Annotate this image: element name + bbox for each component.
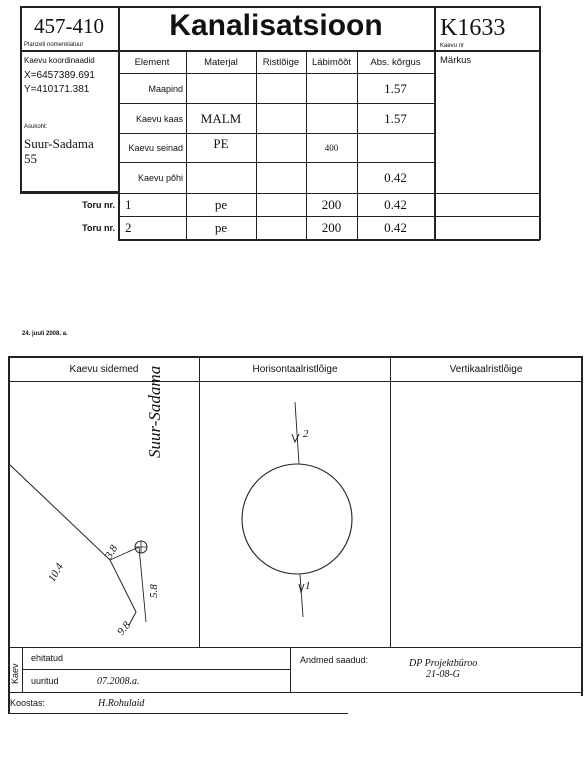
dim-label: 9.8 <box>115 619 134 638</box>
table-row-diameter: 400 <box>324 143 339 153</box>
page-title: Kanalisatsioon <box>169 9 383 42</box>
source-label: Andmed saadud: <box>300 655 369 665</box>
col-header-element: Element <box>134 56 170 68</box>
pipe-row-diameter: 200 <box>321 197 342 212</box>
pipe-row-material: pe <box>214 197 228 212</box>
well-id-caption: Kaevu nr <box>440 43 465 49</box>
location-sketch <box>9 382 199 647</box>
dim-label: 3.8 <box>103 543 121 561</box>
pipe-row-abs: 0.42 <box>384 220 407 235</box>
col-header-section: Ristlõige <box>262 56 300 68</box>
author-label: Koostas: <box>10 698 46 708</box>
pipe-row-nr: 1 <box>125 197 132 212</box>
table-row-abs: 1.57 <box>384 110 407 126</box>
col-header-abs: Abs. kõrgus <box>370 56 421 68</box>
dim-label: 10.4 <box>46 561 67 584</box>
table-row-abs: 1.57 <box>384 80 407 96</box>
coord-x: X=6457389.691 <box>24 70 95 81</box>
pipe-row-label: Toru nr. <box>82 223 115 233</box>
street-name: Suur-Sadama <box>145 365 164 458</box>
coord-y: Y=410171.381 <box>24 84 90 95</box>
col-header-material: Materjal <box>204 56 238 68</box>
table-row-material: PE <box>213 136 229 151</box>
document-date: 24. juuli 2008. a. <box>22 331 68 337</box>
well-id: K1633 <box>440 15 506 41</box>
dim-label: 5.8 <box>148 584 160 598</box>
pipe-row-abs: 0.42 <box>384 197 407 212</box>
pipe-row-label: Toru nr. <box>82 200 115 210</box>
location-line2: 55 <box>24 151 37 166</box>
table-row-element: Maapind <box>148 83 183 94</box>
table-row-abs: 0.42 <box>384 170 407 185</box>
pipe-out-label: 1 <box>305 580 311 592</box>
sketch-col-header-vertical: Vertikaalristlõige <box>449 364 523 375</box>
well-cross-section-icon <box>242 464 352 574</box>
location-label: Asukoht: <box>24 124 48 130</box>
pipe-row-nr: 2 <box>125 220 132 235</box>
footer-side-label: Kaev <box>10 663 20 684</box>
sketch-col-header-horizontal: Horisontaalristlõige <box>252 364 338 375</box>
surveyed-value: 07.2008.a. <box>97 676 140 687</box>
pipe-row-material: pe <box>214 220 228 235</box>
source-value: DP Projektbüroo <box>409 658 478 669</box>
author-value: H.Rohulaid <box>98 698 145 709</box>
location-line1: Suur-Sadama <box>24 136 94 151</box>
sketch-col-header-links: Kaevu sidemed <box>69 364 139 375</box>
pipe-in-label: 2 <box>303 428 309 440</box>
horizontal-section-drawing <box>200 382 390 647</box>
table-row-material: MALM <box>200 110 242 126</box>
table-row-element: Kaevu kaas <box>135 113 183 124</box>
built-label: ehitatud <box>31 653 64 663</box>
pipe-row-diameter: 200 <box>321 220 342 235</box>
surveyed-label: uuritud <box>31 676 59 686</box>
table-row-element: Kaevu seinad <box>128 143 183 153</box>
sheet-code: 457-410 <box>34 14 104 38</box>
table-row-element: Kaevu põhi <box>137 173 183 183</box>
col-header-diameter: Läbimõõt <box>311 56 352 68</box>
col-header-remarks: Märkus <box>440 55 472 66</box>
sheet-code-caption: Planzeti nomenklatuur <box>24 42 84 48</box>
source-value-code: 21-08-G <box>426 669 460 680</box>
coords-label: Kaevu koordinaadid <box>24 56 95 65</box>
